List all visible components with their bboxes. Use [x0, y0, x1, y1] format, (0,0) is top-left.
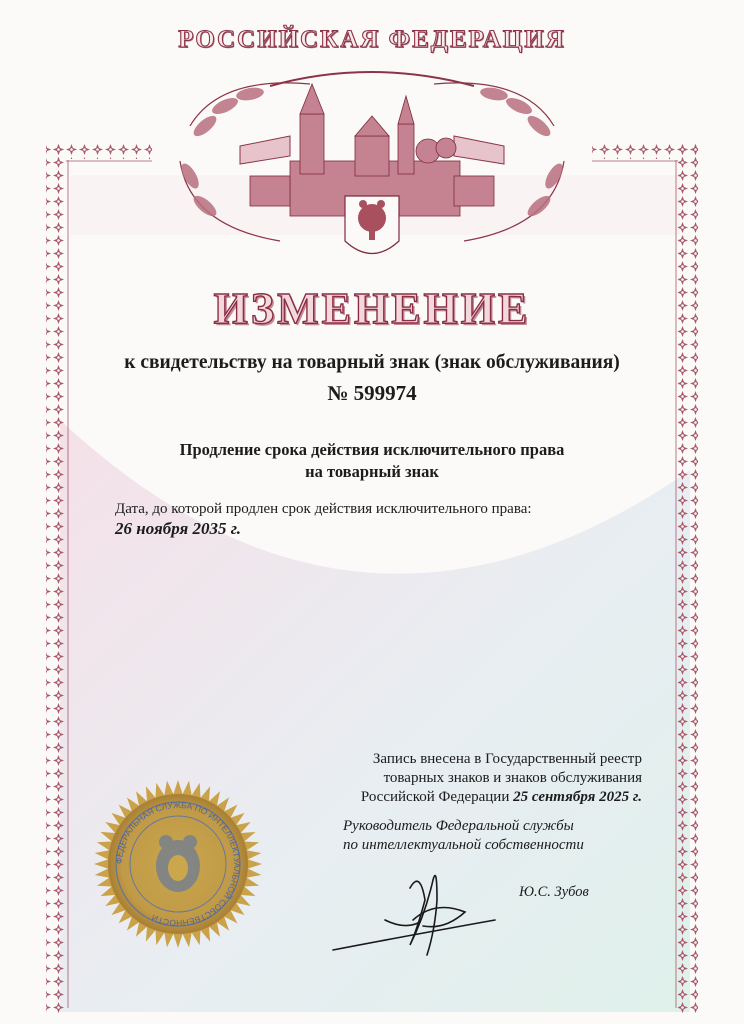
extension-title-line2: на товарный знак [305, 462, 439, 481]
registry-note-line1: Запись внесена в Государственный реестр [372, 751, 642, 767]
signatory-title-line2: по интеллектуальной собственности [343, 837, 584, 853]
signature-icon [325, 860, 545, 960]
certificate-subtitle: к свидетельству на товарный знак (знак обслуживания) [124, 352, 620, 373]
country-title: РОССИЙСКАЯ ФЕДЕРАЦИЯ [178, 26, 566, 53]
emblem-icon [150, 66, 594, 268]
registry-country: Российской Федерации [360, 789, 510, 805]
signatory-name: Ю.С. Зубов [519, 884, 589, 900]
document-heading: ИЗМЕНЕНИЕ [213, 284, 531, 333]
registry-note-line2: товарных знаков и знаков обслуживания [383, 770, 642, 786]
registry-note-line3 [361, 789, 642, 806]
extension-title-line1: Продление срока действия исключительного права [179, 440, 565, 459]
signatory-title-line1: Руководитель Федеральной службы [343, 818, 574, 834]
extension-date-value: 26 ноября 2035 г. [115, 519, 242, 538]
seal-text: ФЕДЕРАЛЬНАЯ СЛУЖБА ПО ИНТЕЛЛЕКТУАЛЬНОЙ СОБСТВЕННОСТИ [113, 799, 243, 929]
registry-date: 25 сентября 2025 г. [513, 789, 642, 805]
certificate-number: № 599974 [327, 381, 417, 405]
seal-icon [92, 778, 264, 950]
extension-date-label: Дата, до которой продлен срок действия исключительного права: [115, 501, 532, 517]
